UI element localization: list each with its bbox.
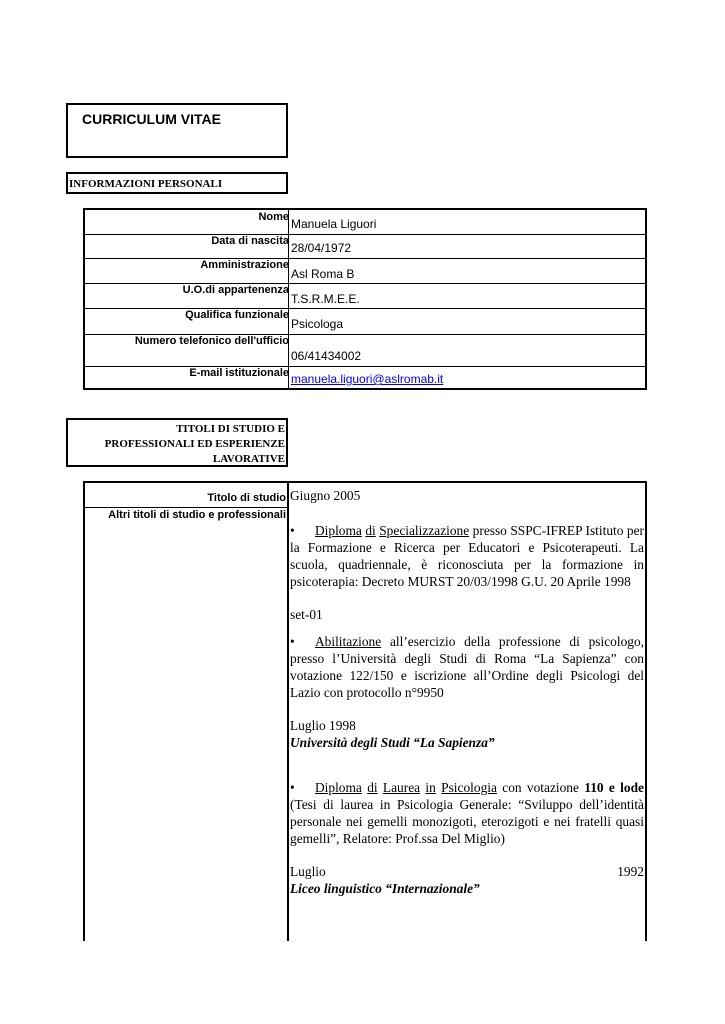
entry-date: Luglio 1992 bbox=[290, 864, 644, 879]
table-row bbox=[85, 366, 645, 388]
section-header-line: TITOLI DI STUDIO E bbox=[176, 423, 285, 435]
table-row bbox=[85, 234, 645, 259]
bullet-icon: • bbox=[290, 780, 295, 795]
education-entry: • Diploma di Specializzazione presso SSPC-IFREP Istituto per la Formazione e Ricerca per Educatori e Psicoterapeuti. La scuola, quadriennale, è riconosciuta per la formazione in psicoterapia: Decreto MURST 20/03/1998 G.U. 20 Aprile 1998 bbox=[290, 523, 644, 589]
row-value: Psicologa bbox=[291, 317, 344, 331]
row-label: Qualifica funzionale bbox=[185, 309, 289, 321]
row-value: 28/04/1972 bbox=[291, 241, 352, 255]
row-value: Manuela Liguori bbox=[291, 217, 377, 231]
entry-institution: Liceo linguistico “Internazionale” bbox=[290, 881, 480, 896]
row-label: Numero telefonico dell'ufficio bbox=[134, 335, 289, 347]
section-header-education bbox=[66, 418, 288, 467]
label-altri-titoli: Altri titoli di studio e professionali bbox=[108, 509, 286, 521]
personal-info-table bbox=[83, 208, 647, 390]
row-label: E-mail istituzionale bbox=[189, 367, 289, 379]
email-link[interactable]: manuela.liguori@aslromab.it bbox=[291, 372, 444, 386]
row-value: T.S.R.M.E.E. bbox=[291, 292, 360, 306]
row-label: U.O.di appartenenza bbox=[182, 284, 289, 296]
entry-date: Giugno 2005 bbox=[290, 488, 361, 503]
section-header-personal: INFORMAZIONI PERSONALI bbox=[66, 172, 288, 194]
table-row bbox=[85, 210, 645, 235]
table-row bbox=[85, 258, 645, 284]
row-label: Nome bbox=[258, 211, 289, 223]
entry-institution: Università degli Studi “La Sapienza” bbox=[290, 735, 495, 750]
bullet-icon: • bbox=[290, 634, 295, 649]
row-label: Data di nascita bbox=[211, 235, 289, 247]
table-row bbox=[85, 308, 645, 335]
row-value: Asl Roma B bbox=[291, 267, 355, 281]
section-header-line: PROFESSIONALI ED ESPERIENZE bbox=[104, 438, 285, 450]
table-row bbox=[85, 283, 645, 309]
education-content bbox=[290, 487, 644, 897]
entry-date: Luglio 1998 bbox=[290, 718, 356, 733]
section-header-line: LAVORATIVE bbox=[212, 453, 285, 465]
education-entry: • Diploma di Laurea in Psicologia con votazione 110 e lode (Tesi di laurea in Psicologia Generale: “Sviluppo dell’identità personale nei gemelli monozigoti, eterozigoti e nei fratelli quasi gemelli”, Relatore: Prof.ssa Del Miglio) bbox=[290, 780, 644, 846]
page-title: CURRICULUM VITAE bbox=[82, 111, 221, 127]
table-row bbox=[85, 334, 645, 367]
entry-date: set-01 bbox=[290, 607, 323, 622]
row-label: Amministrazione bbox=[200, 259, 289, 271]
label-titolo-di-studio: Titolo di studio bbox=[207, 492, 286, 504]
row-value: 06/41434002 bbox=[291, 349, 362, 363]
education-entry: • Abilitazione all’esercizio della professione di psicologo, presso l’Università degli Studi di Roma “La Sapienza” con votazione 122/150 e iscrizione all’Ordine degli Psicologi del Lazio con protocollo n°9950 bbox=[290, 634, 644, 700]
bullet-icon: • bbox=[290, 523, 295, 538]
